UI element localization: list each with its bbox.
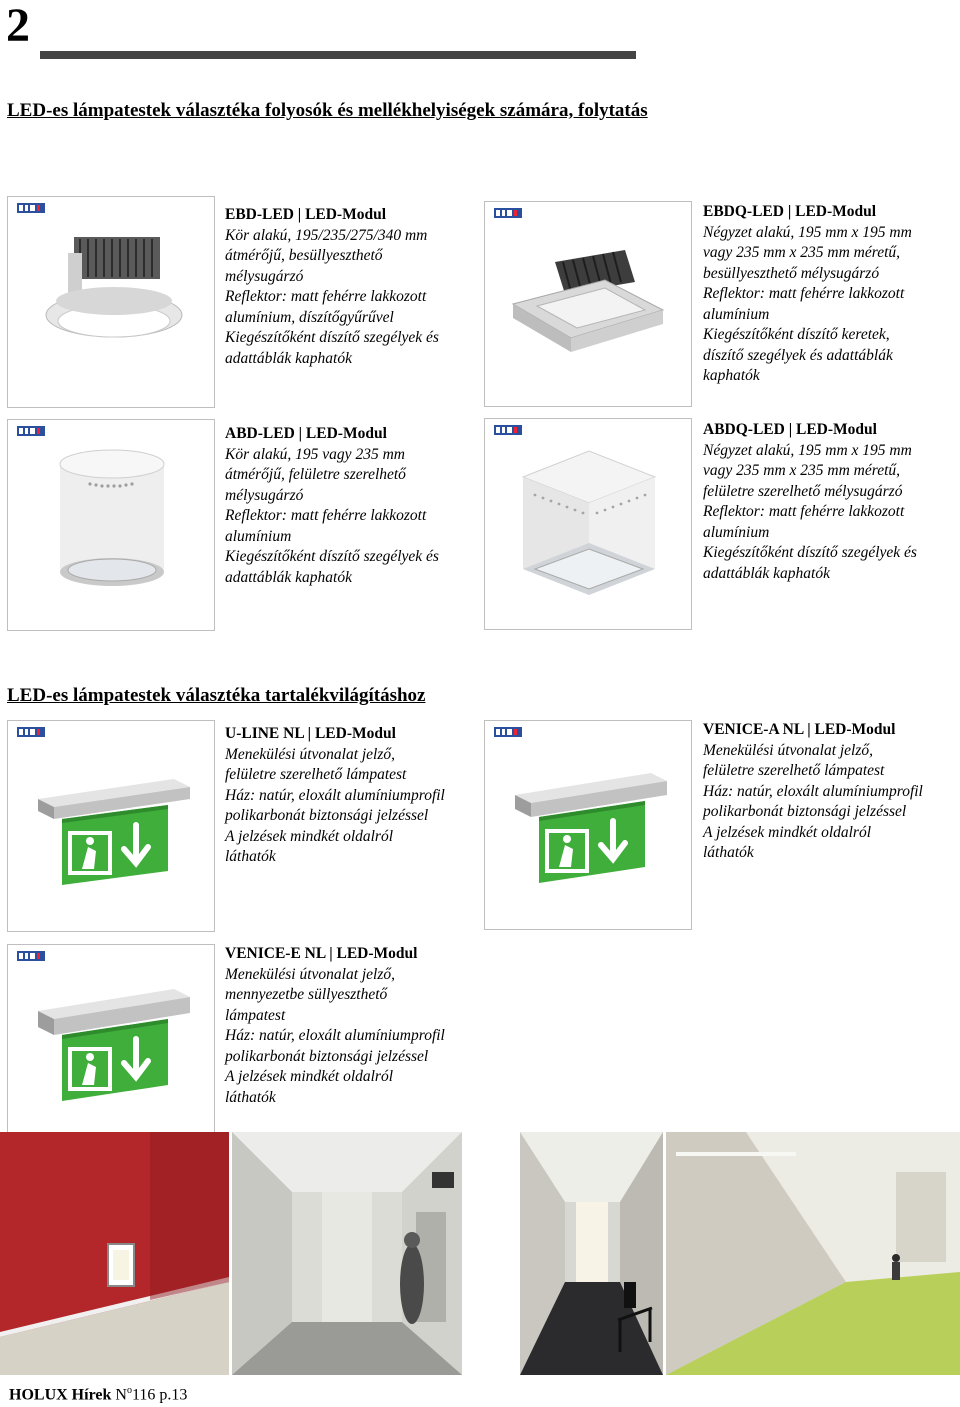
product-desc-line: láthatók (225, 848, 276, 865)
product-desc-line: Ház: natúr, eloxált alumíniumprofil (225, 786, 445, 804)
product-image-abd-led (7, 419, 215, 631)
product-desc-line: Reflektor: matt fehérre lakkozott (225, 288, 427, 305)
issue-page: 116 p.13 (131, 1386, 188, 1404)
product-image-abdq-led (484, 418, 692, 630)
magazine-name: HOLUX Hírek (9, 1386, 112, 1404)
product-name: ABD-LED | LED-Modul (225, 425, 387, 442)
product-desc-line: Kiegészítőként díszítő keretek, (703, 326, 890, 343)
product-desc-line: Kör alakú, 195/235/275/340 mm (225, 226, 428, 244)
product-desc-line: Reflektor: matt fehérre lakkozott (703, 285, 905, 302)
ridi-logo-icon (17, 426, 45, 436)
photo-red-corridor (0, 1132, 229, 1375)
product-desc-line: Menekülési útvonalat jelző, (225, 745, 396, 763)
product-text-venice-a-nl (703, 720, 958, 864)
product-desc-line: Kiegészítőként díszítő szegélyek és (225, 548, 439, 565)
product-desc-line: felületre szerelhető lámpatest (703, 762, 885, 779)
product-text-venice-e-nl (225, 944, 480, 1108)
product-desc-line: Reflektor: matt fehérre lakkozott (703, 503, 905, 520)
exit-sign-icon (8, 721, 214, 931)
issue-number-sup: o (126, 1385, 132, 1396)
product-text-abd-led (225, 424, 475, 588)
page-footer (9, 1385, 187, 1404)
product-name: EBDQ-LED | LED-Modul (703, 203, 877, 220)
surface-downlight-round-icon (8, 420, 214, 630)
product-desc-line: Kiegészítőként díszítő szegélyek és (225, 329, 439, 346)
product-desc-line: Menekülési útvonalat jelző, (225, 965, 396, 983)
product-text-ebdq-led (703, 202, 958, 387)
header-bar (40, 51, 636, 59)
product-desc-line: polikarbonát biztonsági jelzéssel (225, 1047, 429, 1065)
product-desc-line: lámpatest (225, 1006, 286, 1024)
product-image-ebdq-led (484, 201, 692, 407)
product-desc-line: láthatók (703, 844, 754, 861)
product-desc-line: vagy 235 mm x 235 mm méretű, (703, 244, 901, 261)
product-desc-line: díszítő szegélyek és adattáblák (703, 346, 893, 364)
issue-number-sign: N (115, 1386, 127, 1404)
product-desc-line: Kör alakú, 195 vagy 235 mm (225, 445, 405, 463)
product-desc-line: Ház: natúr, eloxált alumíniumprofil (703, 782, 923, 800)
product-desc-line: alumínium (703, 305, 770, 323)
product-desc-line: alumínium, díszítőgyűrűvel (225, 308, 394, 326)
product-desc-line: polikarbonát biztonsági jelzéssel (703, 803, 907, 820)
product-desc-line: Menekülési útvonalat jelző, (703, 741, 874, 759)
product-desc-line: vagy 235 mm x 235 mm méretű, (703, 462, 901, 479)
product-desc-line: A jelzések mindkét oldalról (703, 823, 872, 841)
ridi-logo-icon (17, 727, 45, 737)
section-title-emergency: LED-es lámpatestek választéka tartalékvilágításhoz (7, 685, 426, 706)
product-desc-line: alumínium (703, 523, 770, 541)
product-text-abdq-led (703, 420, 958, 584)
exit-sign-icon (485, 721, 691, 929)
product-image-u-line-nl (7, 720, 215, 932)
exit-sign-icon (8, 945, 214, 1151)
product-desc-line: Ház: natúr, eloxált alumíniumprofil (225, 1027, 445, 1044)
product-desc-line: láthatók (225, 1088, 276, 1106)
product-desc-line: átmérőjű, besüllyeszthető (225, 247, 383, 264)
photo-corridor-chairs (520, 1132, 663, 1375)
ridi-logo-icon (17, 203, 45, 213)
product-name: EBD-LED | LED-Modul (225, 206, 387, 223)
product-desc-line: alumínium (225, 527, 292, 545)
product-desc-line: polikarbonát biztonsági jelzéssel (225, 807, 429, 824)
product-desc-line: mélysugárzó (225, 486, 304, 504)
downlight-square-icon (485, 202, 691, 406)
product-desc-line: felületre szerelhető lámpatest (225, 766, 407, 783)
product-image-venice-e-nl (7, 944, 215, 1152)
product-desc-line: A jelzések mindkét oldalról (225, 827, 394, 845)
product-name: U-LINE NL | LED-Modul (225, 725, 396, 742)
ridi-logo-icon (494, 425, 522, 435)
product-desc-line: mélysugárzó (225, 267, 304, 285)
product-desc-line: adattáblák kaphatók (225, 349, 352, 367)
product-desc-line: Négyzet alakú, 195 mm x 195 mm (703, 223, 912, 241)
product-desc-line: adattáblák kaphatók (703, 564, 830, 582)
product-desc-line: besüllyeszthető mélysugárzó (703, 264, 880, 282)
surface-downlight-square-icon (485, 419, 691, 629)
product-name: VENICE-E NL | LED-Modul (225, 945, 418, 962)
product-desc-line: Négyzet alakú, 195 mm x 195 mm (703, 441, 912, 459)
ridi-logo-icon (494, 727, 522, 737)
photo-office-corridor (232, 1132, 462, 1375)
product-name: ABDQ-LED | LED-Modul (703, 421, 877, 438)
ridi-logo-icon (494, 208, 522, 218)
product-desc-line: átmérőjű, felületre szerelhető (225, 466, 406, 483)
product-image-ebd-led (7, 196, 215, 408)
product-desc-line: Kiegészítőként díszítő szegélyek és (703, 544, 917, 561)
product-desc-line: felületre szerelhető mélysugárzó (703, 482, 903, 500)
product-text-u-line-nl (225, 724, 480, 868)
photo-green-corridor (666, 1132, 960, 1375)
product-text-ebd-led (225, 205, 475, 369)
downlight-round-icon (8, 197, 214, 407)
product-desc-line: A jelzések mindkét oldalról (225, 1068, 394, 1085)
product-desc-line: Reflektor: matt fehérre lakkozott (225, 507, 427, 524)
product-desc-line: mennyezetbe süllyeszthető (225, 986, 388, 1003)
section-title-corridors: LED-es lámpatestek választéka folyosók és mellékhelyiségek számára, folytatás (7, 100, 648, 121)
product-desc-line: kaphatók (703, 367, 760, 384)
product-name: VENICE-A NL | LED-Modul (703, 721, 896, 738)
product-image-venice-a-nl (484, 720, 692, 930)
ridi-logo-icon (17, 951, 45, 961)
page-number: 2 (6, 0, 30, 52)
product-desc-line: adattáblák kaphatók (225, 568, 352, 586)
